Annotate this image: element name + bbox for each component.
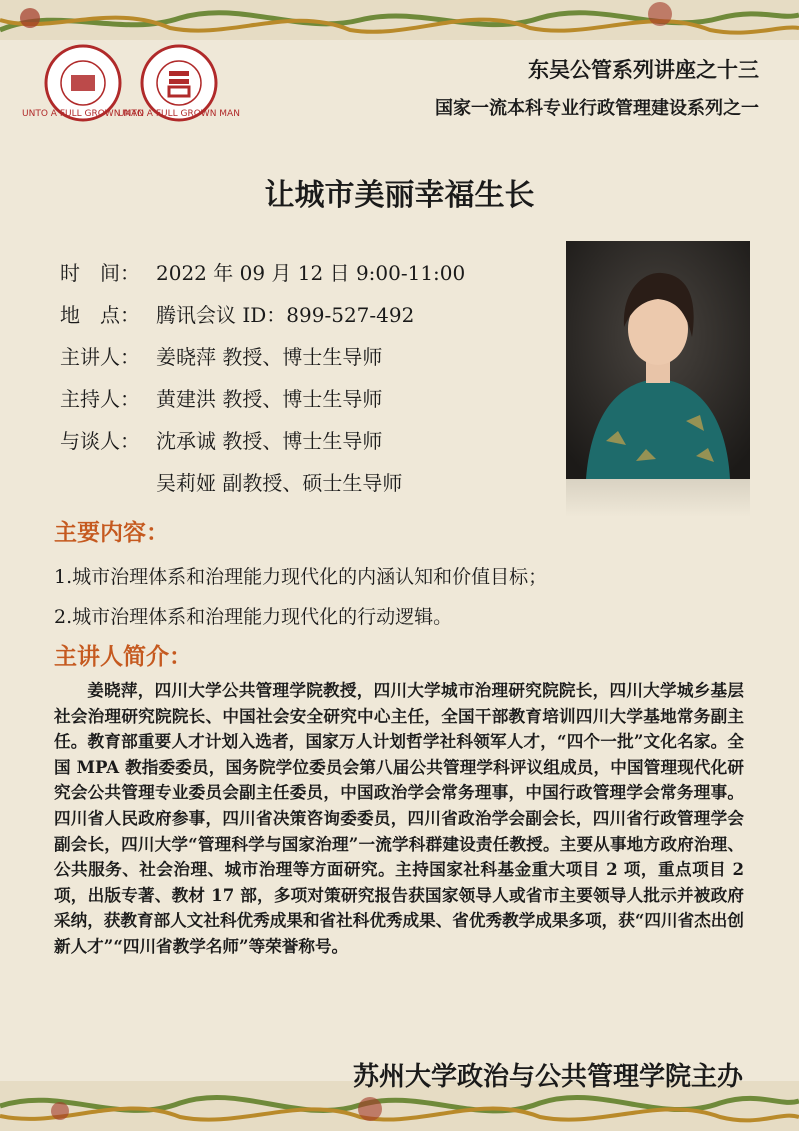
discussant-row <box>60 420 465 462</box>
discussant-value-1: 沈承诚 教授、博士生导师 <box>156 429 383 453</box>
place-value: 腾讯会议 ID：899-527-492 <box>156 303 415 327</box>
lecture-title: 让城市美丽幸福生长 <box>264 178 535 213</box>
host-value: 黄建洪 教授、博士生导师 <box>156 387 383 411</box>
host-label: 主持人： <box>60 387 140 411</box>
time-label: 时 间： <box>60 261 140 285</box>
discussant-row-2 <box>60 462 465 504</box>
organizer: 苏州大学政治与公共管理学院主办 <box>352 1062 743 1092</box>
main-content-heading: 主要内容： <box>54 520 169 546</box>
time-row <box>60 252 465 294</box>
logo1-motto: UNTO A FULL GROWN MAN <box>22 109 144 119</box>
speaker-row <box>60 336 465 378</box>
main-content-list <box>54 557 547 637</box>
content-item-2: 2.城市治理体系和治理能力现代化的行动逻辑。 <box>54 606 453 628</box>
speaker-value: 姜晓萍 教授、博士生导师 <box>156 345 383 369</box>
time-value: 2022 年 09 月 12 日 9:00-11:00 <box>156 261 466 285</box>
discussant-label: 与谈人： <box>60 429 140 453</box>
logo2-motto: UNTO A FULL GROWN MAN <box>118 109 240 119</box>
host-row <box>60 378 465 420</box>
lecture-series-title: 东吴公管系列讲座之十三 <box>528 58 759 82</box>
speaker-bio-heading: 主讲人简介： <box>54 644 192 670</box>
top-ornament-border <box>0 0 799 40</box>
content-item-1: 1.城市治理体系和治理能力现代化的内涵认知和价值目标； <box>54 566 548 588</box>
speaker-bio-text: 姜晓萍，四川大学公共管理学院教授，四川大学城市治理研究院院长，四川大学城乡基层社会治理研究院院长、中国社会安全研究中心主任，全国干部教育培训四川大学基地常务副主任。教育部重要人才计划入选者，国家万人计划哲学社科领军人才，“四个一批”文化名家。全国 MPA 教指委委员，国务院学位委员会第八届公共管理学科评议组成员，中国管理现代化研究会公共管理专业委员会副主任委员，中国政治学会常务理事，中国行政管理学会常务理事。四川省人民政府参事，四川省决策咨询委委员，四川省政治学会副会长，四川省行政管理学会副会长，四川大学“管理科学与国家治理”一流学科群建设责任教授。主要从事地方政府治理、公共服务、社会治理、城市治理等方面研究。主持国家社科基金重大项目 2 项，重点项目 2 项，出版专著、教材 17 部，多项对策研究报告获国家领导人或省市主要领导人批示并被政府采纳，获教育部人文社科优秀成果和省社科优秀成果、省优秀教学成果多项，获“四川省杰出创新人才”“四川省教学名师”等荣誉称号。 <box>54 680 744 956</box>
speaker-label: 主讲人： <box>60 345 140 369</box>
school-emblem-logo <box>118 44 240 122</box>
discussant-value-2: 吴莉娅 副教授、硕士生导师 <box>156 471 403 495</box>
place-row <box>60 294 465 336</box>
photo-reflection <box>566 479 750 517</box>
event-info <box>60 252 465 504</box>
soochow-university-logo <box>22 44 144 122</box>
place-label: 地 点： <box>60 303 140 327</box>
lecture-series-subtitle: 国家一流本科专业行政管理建设系列之一 <box>435 98 759 119</box>
speaker-photo <box>566 241 750 479</box>
